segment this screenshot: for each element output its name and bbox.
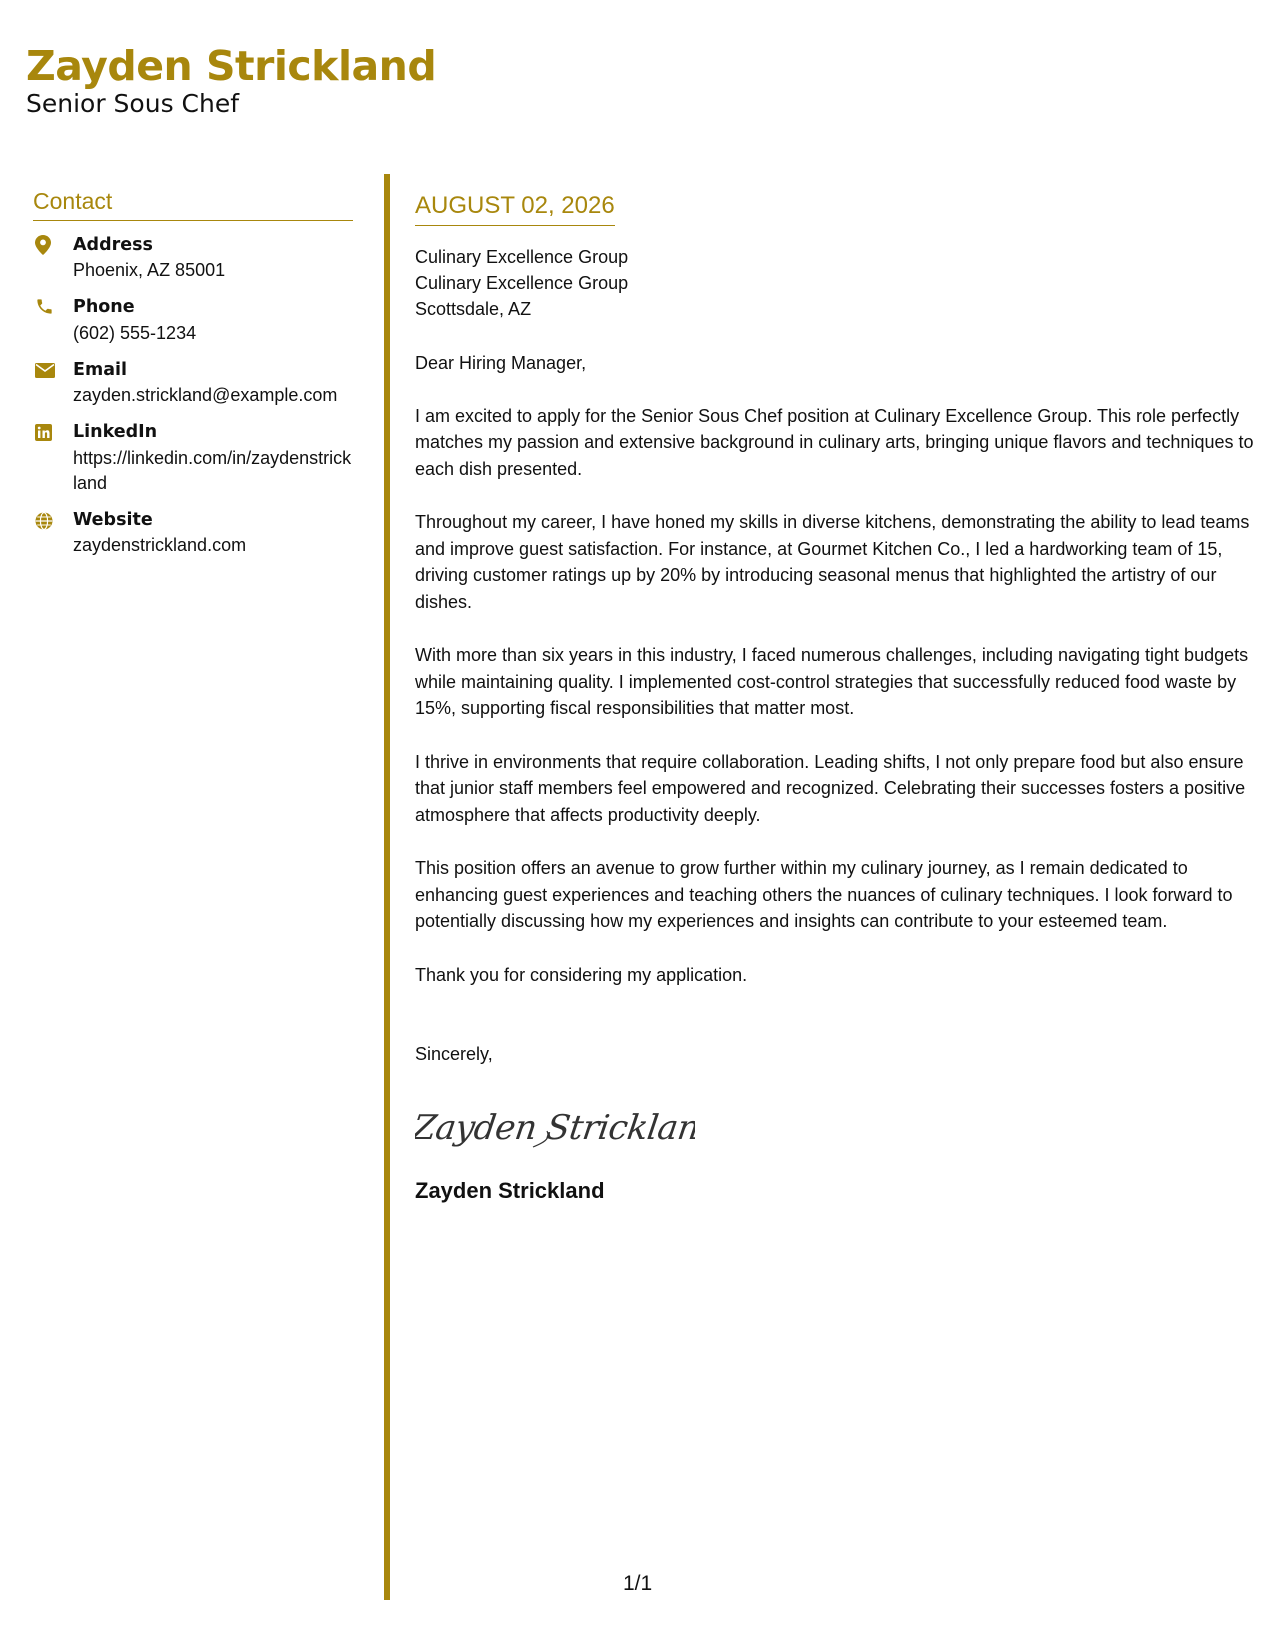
map-marker-icon	[33, 233, 73, 284]
applicant-name: Zayden Strickland	[26, 42, 437, 90]
address-value: Phoenix, AZ 85001	[73, 259, 226, 280]
letter-paragraph: This position offers an avenue to grow further within my culinary journey, as I remain dedicated to enhancing guest experiences and teaching others the nuances of culinary techniques. I look forward to potentially discussing how my experiences and insights can contribute to your esteemed team.	[415, 858, 1233, 932]
email-value[interactable]: zayden.strickland@example.com	[73, 385, 338, 406]
linkedin-icon	[33, 420, 73, 496]
linkedin-value[interactable]: https://linkedin.com/in/zaydenstrickland	[73, 447, 352, 493]
contact-item-email	[33, 358, 353, 409]
letter-paragraph: Thank you for considering my application.	[415, 964, 748, 985]
recipient-block	[415, 244, 1255, 322]
envelope-icon	[33, 358, 73, 409]
contact-label: Email	[73, 359, 127, 380]
contact-label: Website	[73, 510, 153, 531]
contact-label: Address	[73, 234, 153, 255]
contact-label: Phone	[73, 297, 135, 318]
closing: Sincerely,	[415, 1044, 493, 1065]
page-number: 1/1	[623, 1572, 653, 1595]
contact-sidebar	[33, 188, 353, 571]
recipient-line: Culinary Excellence Group	[415, 246, 629, 267]
letter-body	[415, 192, 1255, 1206]
svg-text:Zayden Stricklan: Zayden Stricklan	[415, 1108, 695, 1149]
contact-list	[33, 233, 353, 559]
contact-item-phone	[33, 295, 353, 346]
job-title: Senior Sous Chef	[26, 89, 240, 119]
phone-value: (602) 555-1234	[73, 322, 197, 343]
signer-name: Zayden Strickland	[415, 1178, 605, 1204]
header	[26, 44, 436, 119]
vertical-divider	[384, 174, 390, 1600]
contact-item-linkedin	[33, 420, 353, 496]
salutation: Dear Hiring Manager,	[415, 352, 587, 373]
letter-paragraph: Throughout my career, I have honed my skills in diverse kitchens, demonstrating the ability to lead teams and improve guest satisfaction. For instance, at Gourmet Kitchen Co., I led a hardworking team of 15, driving customer ratings up by 20% by introducing seasonal menus that highlighted the artistry of our dishes.	[415, 512, 1250, 612]
contact-item-website	[33, 508, 353, 559]
contact-item-address	[33, 233, 353, 284]
globe-icon	[33, 508, 73, 559]
letter-paragraph: With more than six years in this industry, I faced numerous challenges, including navigating tight budgets while maintaining quality. I implemented cost-control strategies that successfully reduced food waste by 15%, supporting fiscal responsibilities that matter most.	[415, 645, 1249, 719]
letter-paragraph: I am excited to apply for the Senior Sous Chef position at Culinary Excellence Group. This role perfectly matches my passion and extensive background in culinary arts, bringing unique flavors and techniques to each dish presented.	[415, 405, 1254, 479]
website-value[interactable]: zaydenstrickland.com	[73, 535, 247, 556]
handwritten-signature	[415, 1097, 1255, 1155]
recipient-line: Scottsdale, AZ	[415, 298, 532, 319]
letter-date: AUGUST 02, 2026	[415, 192, 615, 226]
contact-label: LinkedIn	[73, 422, 158, 443]
letter-paragraph: I thrive in environments that require collaboration. Leading shifts, I not only prepare food but also ensure that junior staff members feel empowered and recognized. Celebrating their successes fosters a positive atmosphere that affects productivity deeply.	[415, 751, 1246, 825]
contact-section-title: Contact	[33, 188, 353, 221]
recipient-line: Culinary Excellence Group	[415, 272, 629, 293]
phone-icon	[33, 295, 73, 346]
